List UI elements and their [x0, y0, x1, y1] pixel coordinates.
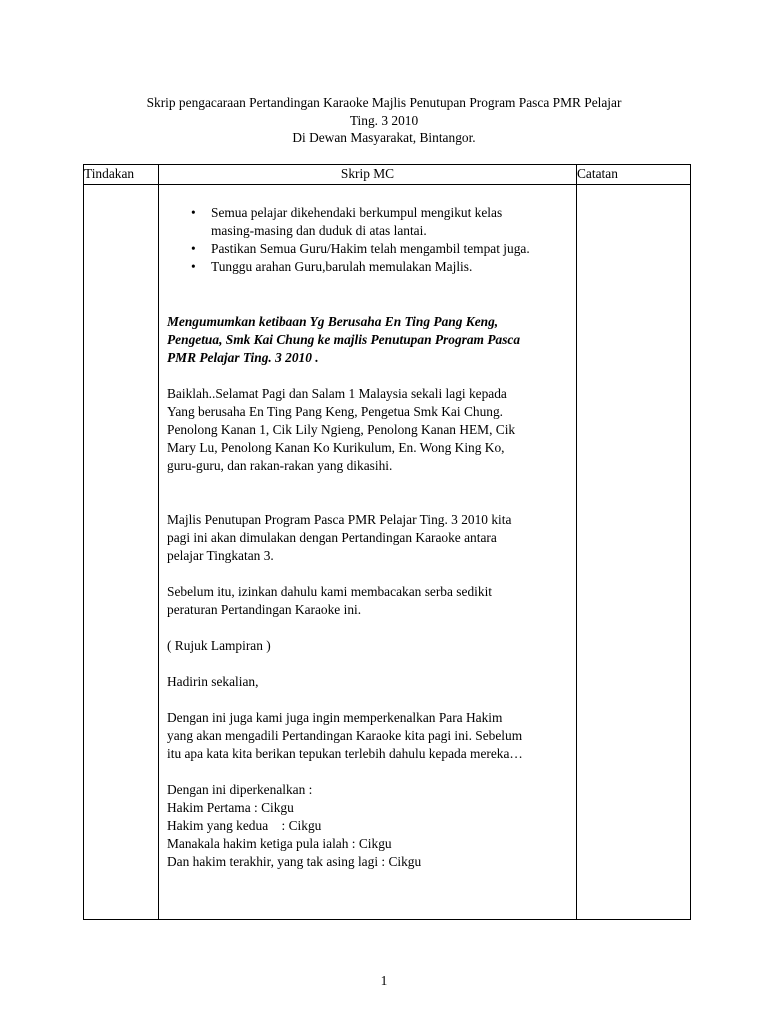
bullet-icon: •	[191, 241, 196, 256]
announcement-line: Pengetua, Smk Kai Chung ke majlis Penutupan Program Pasca	[167, 332, 521, 347]
column-header-skrip-mc: Skrip MC	[159, 165, 577, 185]
column-header-catatan: Catatan	[577, 165, 691, 185]
reference-note: ( Rujuk Lampiran )	[167, 638, 271, 653]
judges-list-line: Manakala hakim ketiga pula ialah : Cikgu	[167, 836, 392, 851]
judges-list	[167, 781, 568, 871]
list-item	[191, 258, 568, 276]
mc-script-table	[83, 164, 691, 920]
announcement-line: PMR Pelajar Ting. 3 2010 .	[167, 350, 319, 365]
judges-list-line: Hakim yang kedua : Cikgu	[167, 818, 322, 833]
tindakan-cell	[84, 185, 159, 920]
greeting-line: Baiklah..Selamat Pagi dan Salam 1 Malaysia sekali lagi kepada	[167, 386, 507, 401]
list-item-line: Pastikan Semua Guru/Hakim telah mengambil tempat juga.	[211, 241, 530, 256]
catatan-cell	[577, 185, 691, 920]
audience-greeting: Hadirin sekalian,	[167, 674, 259, 689]
list-item-line: Tunggu arahan Guru,barulah memulakan Majlis.	[211, 259, 473, 274]
rules-line: Sebelum itu, izinkan dahulu kami membacakan serba sedikit	[167, 584, 493, 599]
column-header-tindakan: Tindakan	[84, 165, 159, 185]
greeting-paragraph	[167, 385, 568, 475]
judges-intro-paragraph	[167, 709, 568, 763]
table-header-row	[84, 165, 691, 185]
rules-paragraph	[167, 583, 568, 619]
judges-intro-line: itu apa kata kita berikan tepukan terlebih dahulu kepada mereka…	[167, 746, 523, 761]
list-item-line: masing-masing dan duduk di atas lantai.	[211, 223, 427, 238]
page-number: 1	[380, 973, 388, 988]
document-title	[0, 94, 768, 147]
announcement-paragraph	[167, 313, 568, 367]
opening-line: Majlis Penutupan Program Pasca PMR Pelajar Ting. 3 2010 kita	[167, 512, 512, 527]
rules-line: peraturan Pertandingan Karaoke ini.	[167, 602, 362, 617]
opening-line: pelajar Tingkatan 3.	[167, 548, 274, 563]
skrip-mc-cell	[159, 185, 577, 920]
opening-paragraph	[167, 511, 568, 565]
greeting-line: Yang berusaha En Ting Pang Keng, Pengetua Smk Kai Chung.	[167, 404, 504, 419]
greeting-line: Mary Lu, Penolong Kanan Ko Kurikulum, En. Wong King Ko,	[167, 440, 505, 455]
title-line-3: Di Dewan Masyarakat, Bintangor.	[292, 130, 476, 145]
greeting-line: Penolong Kanan 1, Cik Lily Ngieng, Penolong Kanan HEM, Cik	[167, 422, 516, 437]
opening-line: pagi ini akan dimulakan dengan Pertandingan Karaoke antara	[167, 530, 497, 545]
judges-list-line: Dengan ini diperkenalkan :	[167, 782, 313, 797]
judges-list-line: Dan hakim terakhir, yang tak asing lagi : Cikgu	[167, 854, 422, 869]
bullet-icon: •	[191, 205, 196, 220]
judges-intro-line: yang akan mengadili Pertandingan Karaoke kita pagi ini. Sebelum	[167, 728, 523, 743]
judges-intro-line: Dengan ini juga kami juga ingin memperkenalkan Para Hakim	[167, 710, 503, 725]
instruction-list	[167, 204, 568, 276]
list-item	[191, 240, 568, 258]
title-line-1: Skrip pengacaraan Pertandingan Karaoke Majlis Penutupan Program Pasca PMR Pelajar	[146, 95, 622, 110]
bullet-icon: •	[191, 259, 196, 274]
judges-list-line: Hakim Pertama : Cikgu	[167, 800, 294, 815]
list-item-line: Semua pelajar dikehendaki berkumpul mengikut kelas	[211, 205, 503, 220]
list-item	[191, 204, 568, 240]
table-body-row	[84, 185, 691, 920]
announcement-line: Mengumumkan ketibaan Yg Berusaha En Ting Pang Keng,	[167, 314, 499, 329]
title-line-2: Ting. 3 2010	[349, 112, 419, 128]
greeting-line: guru-guru, dan rakan-rakan yang dikasihi.	[167, 458, 393, 473]
